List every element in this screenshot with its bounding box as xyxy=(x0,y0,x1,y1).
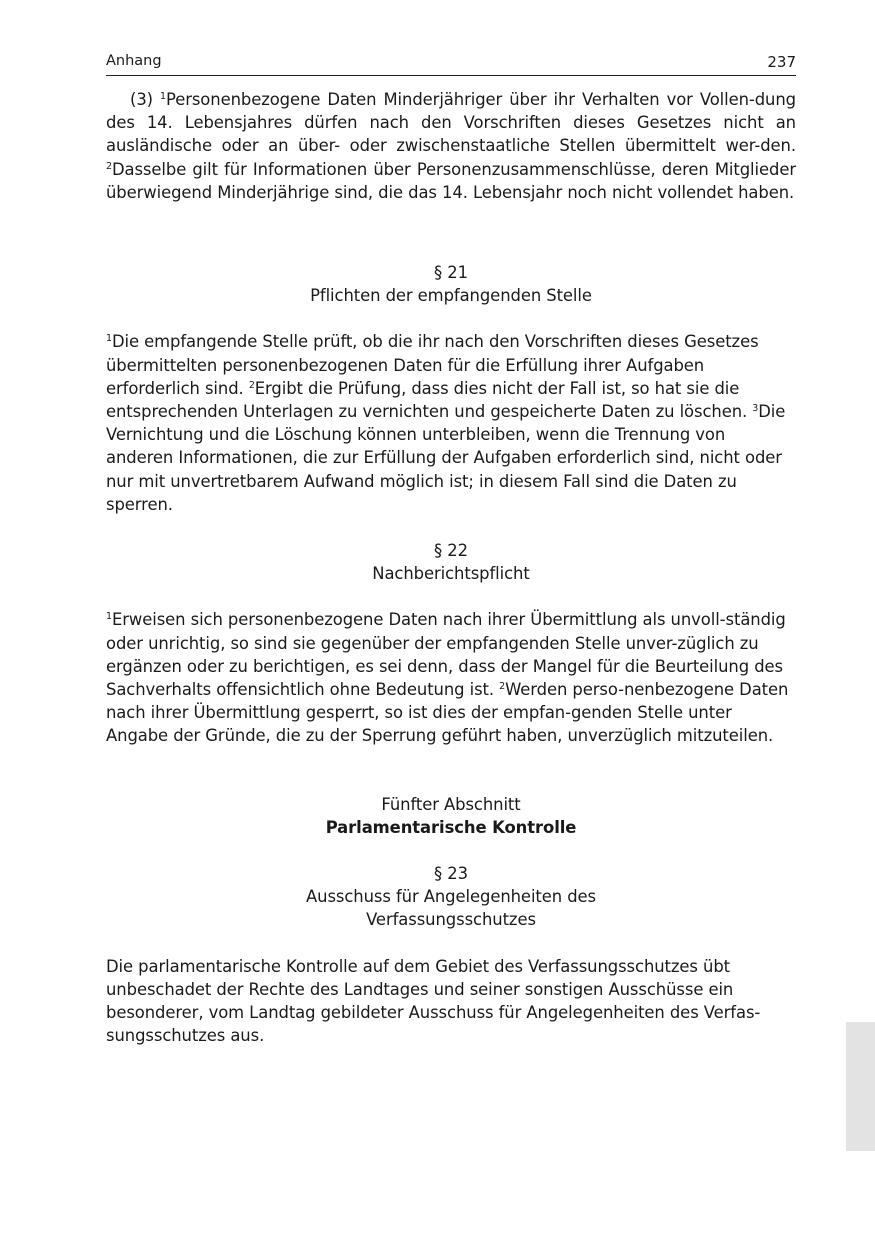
sentence-number: 2 xyxy=(106,160,112,172)
section-21-title: Pflichten der empfangenden Stelle xyxy=(310,286,592,306)
section-23-title-line2: Verfassungsschutzes xyxy=(366,910,536,930)
sentence-number: 3 xyxy=(752,403,759,415)
sentence-number: 2 xyxy=(499,681,506,693)
sentence-number: 1 xyxy=(106,333,112,345)
chapter-label: Fünfter Abschnitt xyxy=(381,794,521,814)
section-21-number: § 21 xyxy=(434,263,468,283)
section-23-title-line1: Ausschuss für Angelegenheiten des xyxy=(306,887,596,907)
chapter-title: Parlamentarische Kontrolle xyxy=(325,817,577,837)
section-22-text xyxy=(106,608,796,747)
section-23-number: § 23 xyxy=(434,864,468,884)
paragraph-3 xyxy=(106,88,796,204)
section-22-title: Nachberichtspflicht xyxy=(372,564,530,584)
thumb-index-tab xyxy=(846,1022,875,1151)
paragraph-text: Ergibt die Prüfung, dass dies nicht der Fall ist, so hat sie die entsprechenden Unterlagen zu vernichten und gespeicherte Daten zu löschen. xyxy=(106,378,753,422)
sentence-number: 1 xyxy=(106,611,112,623)
section-22-number: § 22 xyxy=(434,541,468,561)
paragraph-text: Die empfangende Stelle prüft, ob die ihr nach den Vorschriften dieses Gesetzes übermittelten personenbezogenen Daten für die Erfüllung ihrer Aufgaben erforderlich sind. xyxy=(106,332,759,398)
paragraph-text: Dasselbe gilt für Informationen über Personenzusammenschlüsse, deren Mitglieder überwiegend Minderjährige sind, die das 14. Lebensjahr noch nicht vollendet haben. xyxy=(106,159,796,202)
paragraph-text: Erweisen sich personenbezogene Daten nach ihrer Übermittlung als unvoll-ständig oder unrichtig, so sind sie gegenüber der empfangenden Stelle unver-züglich zu ergänzen oder zu berichtigen, es sei denn, dass der Mangel für die Beurteilung des Sachverhalts offensichtlich ohne Bedeutung ist. xyxy=(106,610,786,700)
section-21-text xyxy=(106,330,796,516)
paragraph-text: Personenbezogene Daten Minderjähriger über ihr Verhalten vor Vollen-dung des 14. Lebensjahres dürfen nach den Vorschriften dieses Gesetzes nicht an ausländische oder an über- oder zwischenstaatliche Stellen übermittelt wer-den. xyxy=(106,90,796,156)
page-number: 237 xyxy=(767,53,796,71)
paragraph-text: Die Vernichtung und die Löschung können unterbleiben, wenn die Trennung von anderen Informationen, die zur Erfüllung der Aufgaben erforderlich sind, nicht oder nur mit unvertretbarem Aufwand möglich ist; in diesem Fall sind die Daten zu sperren. xyxy=(106,402,786,514)
page-body xyxy=(106,88,796,1048)
section-23-text: Die parlamentarische Kontrolle auf dem Gebiet des Verfassungsschutzes übt unbeschadet der Rechte des Landtages und seiner sonstigen Ausschüsse ein besonderer, vom Landtag gebildeter Ausschuss für Angelegenheiten des Verfas-sungsschutzes aus. xyxy=(106,956,761,1046)
paragraph-label: (3) xyxy=(130,90,160,109)
running-header xyxy=(106,52,796,76)
paragraph-text: Werden perso-nenbezogene Daten nach ihrer Übermittlung gesperrt, so ist dies der empfan-genden Stelle unter Angabe der Gründe, die zu der Sperrung geführt haben, unverzüglich mitzuteilen. xyxy=(106,680,789,746)
sentence-number: 1 xyxy=(160,91,166,102)
header-section-title: Anhang xyxy=(106,53,162,69)
sentence-number: 2 xyxy=(248,379,255,391)
